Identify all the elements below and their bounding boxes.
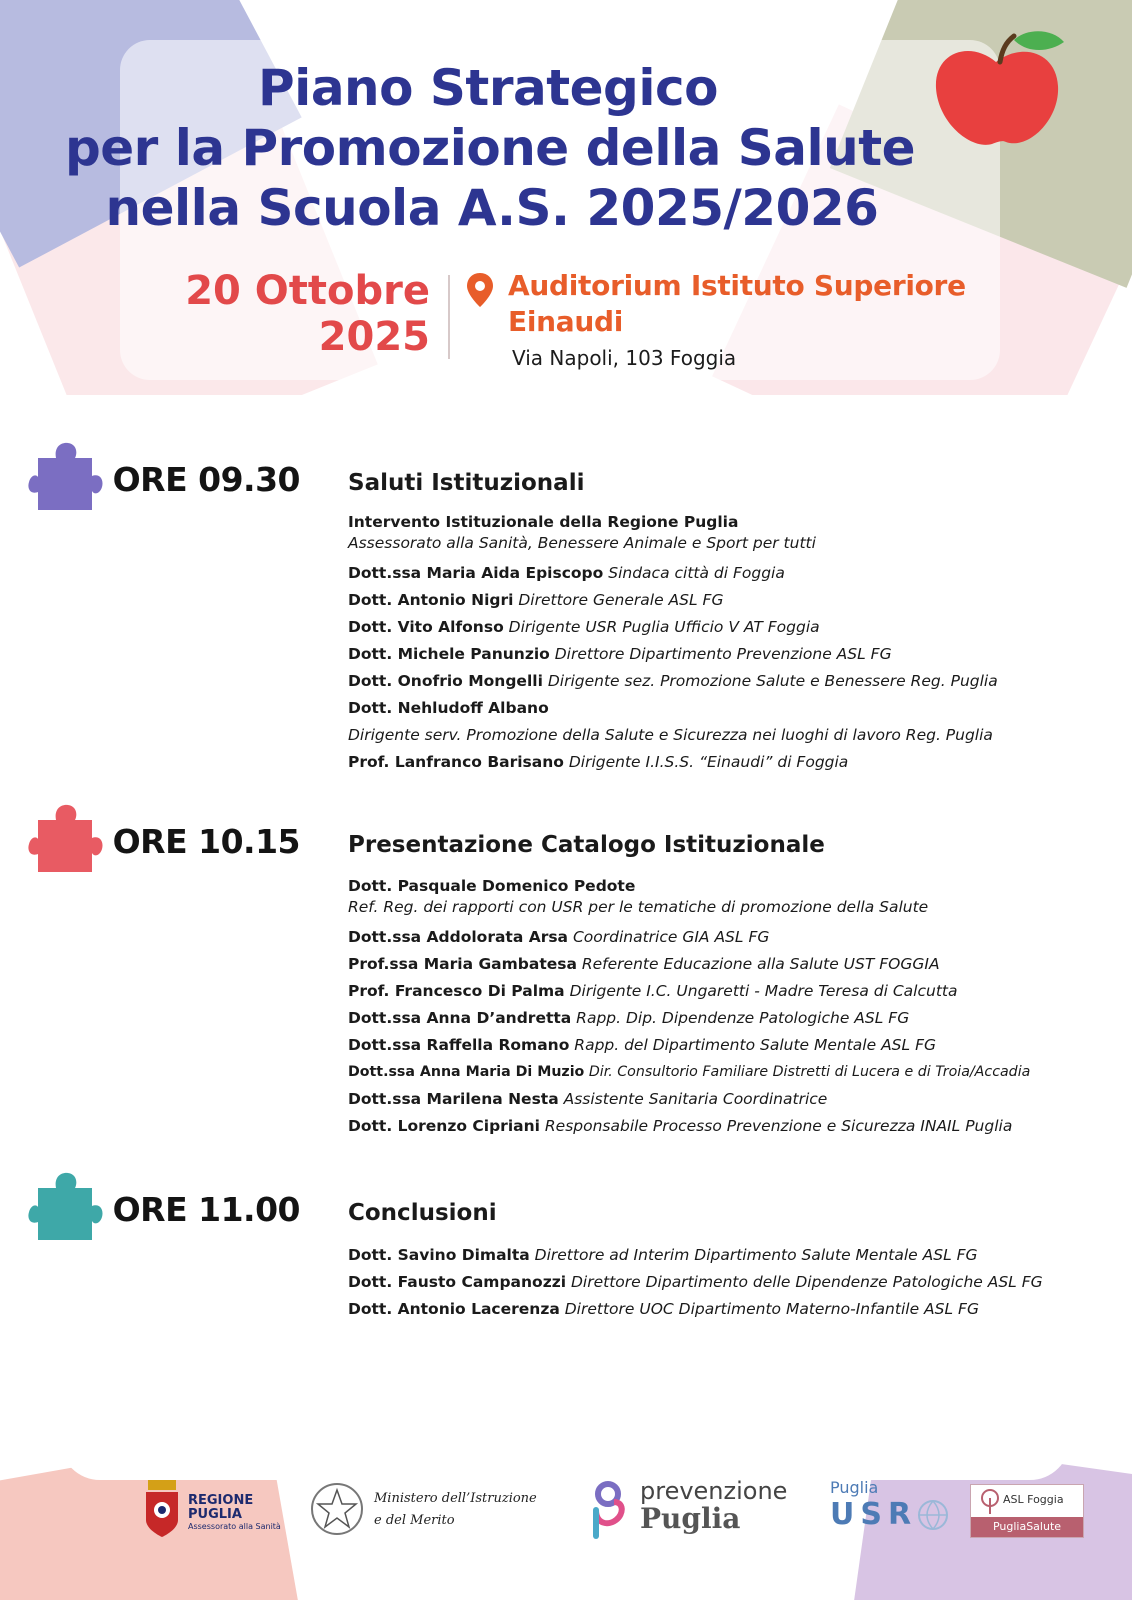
speaker-role: Assessorato alla Sanità, Benessere Animale e Sport per tutti xyxy=(348,534,816,552)
coat-of-arms-icon xyxy=(144,1480,180,1538)
speaker-role: Direttore Generale ASL FG xyxy=(518,591,724,609)
speaker-name: Dott.ssa Marilena Nesta xyxy=(348,1090,559,1108)
speaker-role: Direttore UOC Dipartimento Materno-Infantile ASL FG xyxy=(564,1300,979,1318)
speaker-role: Dir. Consultorio Familiare Distretti di Lucera e di Troia/Accadia xyxy=(588,1064,1031,1080)
list-item xyxy=(348,695,1128,722)
list-item xyxy=(348,668,1128,695)
list-item xyxy=(348,641,1128,668)
speaker-name: Dott. Savino Dimalta xyxy=(348,1246,530,1264)
page-title-line: nella Scuola A.S. 2025/2026 xyxy=(105,179,879,237)
speaker-role: Sindaca città di Foggia xyxy=(608,564,785,582)
speaker-role: Direttore Dipartimento delle Dipendenze Patologiche ASL FG xyxy=(571,1273,1043,1291)
list-item xyxy=(348,1113,1128,1140)
list-item xyxy=(348,722,1128,749)
logo-text: e del Merito xyxy=(374,1513,455,1528)
speaker-name: Prof.ssa Maria Gambatesa xyxy=(348,955,577,973)
speaker-role: Assistente Sanitaria Coordinatrice xyxy=(563,1090,828,1108)
speaker-role: Dirigente I.C. Ungaretti - Madre Teresa di Calcutta xyxy=(569,982,958,1000)
emblem-icon xyxy=(310,1480,364,1538)
list-item xyxy=(348,1059,1128,1086)
logo-text: Ministero dell’Istruzione xyxy=(374,1491,537,1506)
slot-title: Conclusioni xyxy=(348,1200,497,1226)
speaker-role: Direttore ad Interim Dipartimento Salute Mentale ASL FG xyxy=(534,1246,978,1264)
header-banner xyxy=(0,0,1132,395)
speaker-role: Responsabile Processo Prevenzione e Sicurezza INAIL Puglia xyxy=(544,1117,1013,1135)
speaker-list xyxy=(348,876,1128,1140)
list-item xyxy=(348,1086,1128,1113)
event-date-line: 2025 xyxy=(318,314,430,360)
speaker-list xyxy=(348,512,1128,776)
page-title-line: Piano Strategico xyxy=(258,59,718,117)
speaker-role: Coordinatrice GIA ASL FG xyxy=(572,928,770,946)
speaker-role: Dirigente sez. Promozione Salute e Benessere Reg. Puglia xyxy=(547,672,998,690)
speaker-name: Prof. Lanfranco Barisano xyxy=(348,753,564,771)
event-venue xyxy=(508,268,966,340)
page-title-line: per la Promozione della Salute xyxy=(64,119,916,177)
list-item xyxy=(348,1296,1128,1323)
puzzle-piece-icon xyxy=(28,1170,104,1246)
list-item xyxy=(348,512,1128,554)
event-venue-line: Einaudi xyxy=(508,305,624,338)
logo-text: prevenzione xyxy=(640,1477,788,1505)
speaker-role: Dirigente USR Puglia Ufficio V AT Foggia xyxy=(508,618,820,636)
speaker-name: Dott.ssa Maria Aida Episcopo xyxy=(348,564,604,582)
logo-text: USR xyxy=(830,1497,918,1532)
speaker-name: Dott. Antonio Nigri xyxy=(348,591,514,609)
list-item xyxy=(348,614,1128,641)
ministero-logo xyxy=(310,1480,570,1540)
speaker-role: Referente Educazione alla Salute UST FOGGIA xyxy=(581,955,940,973)
logo-text: Puglia xyxy=(640,1502,741,1535)
speaker-role: Ref. Reg. dei rapporti con USR per le tematiche di promozione della Salute xyxy=(348,898,929,916)
event-venue-line: Auditorium Istituto Superiore xyxy=(508,269,966,302)
speaker-name: Prof. Francesco Di Palma xyxy=(348,982,565,1000)
decor-shape xyxy=(60,1420,1070,1480)
list-item xyxy=(348,1032,1128,1059)
speaker-name: Dott. Onofrio Mongelli xyxy=(348,672,543,690)
slot-time: ORE 11.00 xyxy=(112,1190,300,1229)
list-item xyxy=(348,560,1128,587)
speaker-name: Dott.ssa Raffella Romano xyxy=(348,1036,570,1054)
list-item xyxy=(348,1242,1128,1269)
list-item xyxy=(348,876,1128,918)
event-date-line: 20 Ottobre xyxy=(185,268,430,314)
logo-text: ASL Foggia xyxy=(1003,1493,1064,1506)
speaker-name: Dott. Fausto Campanozzi xyxy=(348,1273,567,1291)
logo-text: Puglia xyxy=(830,1478,879,1497)
slot-time: ORE 10.15 xyxy=(112,822,300,861)
list-item xyxy=(348,587,1128,614)
list-item xyxy=(348,1005,1128,1032)
speaker-role: Direttore Dipartimento Prevenzione ASL FG xyxy=(554,645,892,663)
list-item xyxy=(348,749,1128,776)
speaker-name: Dott. Nehludoff Albano xyxy=(348,699,549,717)
asl-foggia-logo xyxy=(970,1484,1084,1538)
logo-text: Assessorato alla Sanità xyxy=(188,1522,281,1531)
speaker-name: Dott.ssa Addolorata Arsa xyxy=(348,928,569,946)
puzzle-piece-icon xyxy=(28,802,104,878)
event-address: Via Napoli, 103 Foggia xyxy=(512,346,737,370)
tree-icon xyxy=(979,1489,1001,1515)
prevenzione-mark-icon xyxy=(588,1480,632,1540)
logo-text: PugliaSalute xyxy=(971,1517,1083,1537)
logo-text: REGIONE PUGLIA xyxy=(188,1493,254,1522)
globe-icon xyxy=(916,1498,950,1532)
speaker-name: Dott.ssa Anna Maria Di Muzio xyxy=(348,1064,585,1080)
slot-time: ORE 09.30 xyxy=(112,460,300,499)
speaker-role: Dirigente serv. Promozione della Salute e Sicurezza nei luoghi di lavoro Reg. Puglia xyxy=(348,726,993,744)
location-pin-icon xyxy=(466,272,494,308)
list-item xyxy=(348,924,1128,951)
speaker-name: Dott. Michele Panunzio xyxy=(348,645,550,663)
regione-puglia-logo xyxy=(144,1480,294,1540)
divider xyxy=(448,275,450,359)
speaker-role: Dirigente I.I.S.S. “Einaudi” di Foggia xyxy=(568,753,849,771)
list-item xyxy=(348,951,1128,978)
speaker-name: Dott. Pasquale Domenico Pedote xyxy=(348,877,636,895)
speaker-name: Dott.ssa Anna D’andretta xyxy=(348,1009,572,1027)
speaker-name: Intervento Istituzionale della Regione Puglia xyxy=(348,513,739,531)
event-date xyxy=(150,268,430,360)
speaker-name: Dott. Vito Alfonso xyxy=(348,618,504,636)
speaker-name: Dott. Antonio Lacerenza xyxy=(348,1300,560,1318)
slot-title: Presentazione Catalogo Istituzionale xyxy=(348,832,825,858)
speaker-list xyxy=(348,1242,1128,1323)
list-item xyxy=(348,1269,1128,1296)
speaker-role: Rapp. Dip. Dipendenze Patologiche ASL FG xyxy=(576,1009,910,1027)
speaker-name: Dott. Lorenzo Cipriani xyxy=(348,1117,540,1135)
footer-logos xyxy=(0,1420,1132,1600)
puzzle-piece-icon xyxy=(28,440,104,516)
usr-puglia-logo xyxy=(830,1478,950,1542)
slot-title: Saluti Istituzionali xyxy=(348,470,585,496)
speaker-role: Rapp. del Dipartimento Salute Mentale ASL FG xyxy=(574,1036,937,1054)
prevenzione-puglia-logo xyxy=(588,1478,808,1542)
list-item xyxy=(348,978,1128,1005)
